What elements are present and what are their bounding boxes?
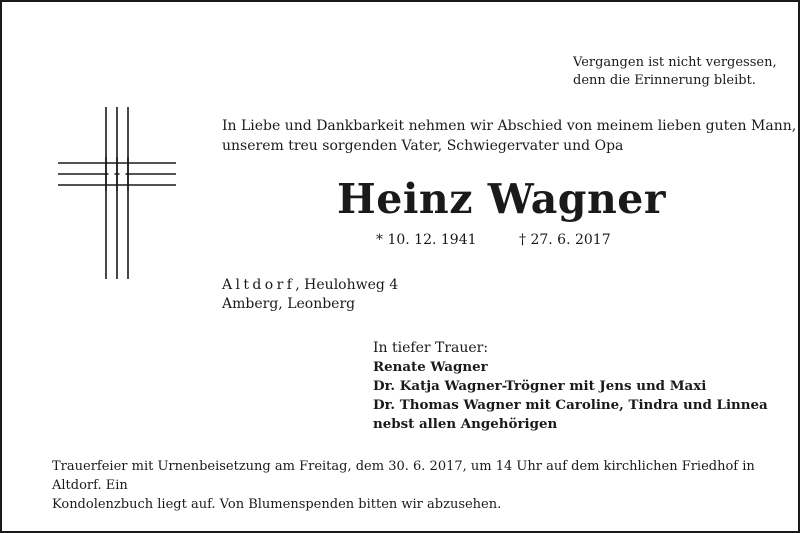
birth-date: * 10. 12. 1941 (376, 232, 477, 248)
intro-text (222, 116, 796, 156)
address-town: Altdorf (222, 277, 296, 293)
address-line-2: Amberg, Leonberg (222, 296, 356, 312)
address-street: , Heulohweg 4 (295, 277, 399, 293)
mourner-name: Dr. Katja Wagner-Trögner mit Jens und Maxi (373, 378, 707, 394)
address-line-1 (222, 276, 398, 295)
cross-icon (58, 107, 176, 279)
motto (573, 54, 777, 90)
ceremony-info (52, 457, 762, 514)
intro-line-1: In Liebe und Dankbarkeit nehmen wir Abschied von meinem lieben guten Mann, (222, 118, 797, 134)
deceased-name: Heinz Wagner (337, 175, 666, 223)
ceremony-line-2: Kondolenzbuch liegt auf. Von Blumenspenden bitten wir abzusehen. (52, 497, 502, 512)
mourner-name: Dr. Thomas Wagner mit Caroline, Tindra und Linnea (373, 397, 768, 413)
address (222, 276, 398, 314)
intro-line-2: unserem treu sorgenden Vater, Schwiegervater und Opa (222, 138, 624, 154)
motto-line-2: denn die Erinnerung bleibt. (573, 73, 756, 88)
motto-line-1: Vergangen ist nicht vergessen, (573, 55, 777, 70)
mourners-intro: In tiefer Trauer: (373, 340, 489, 356)
mourners (373, 339, 768, 434)
mourner-name: Renate Wagner (373, 359, 488, 375)
ceremony-line-1: Trauerfeier mit Urnenbeisetzung am Freitag, dem 30. 6. 2017, um 14 Uhr auf dem kirchlichen Friedhof in Altdorf. Ein (52, 459, 755, 493)
mourner-name: nebst allen Angehörigen (373, 416, 558, 432)
death-date: † 27. 6. 2017 (519, 232, 611, 248)
